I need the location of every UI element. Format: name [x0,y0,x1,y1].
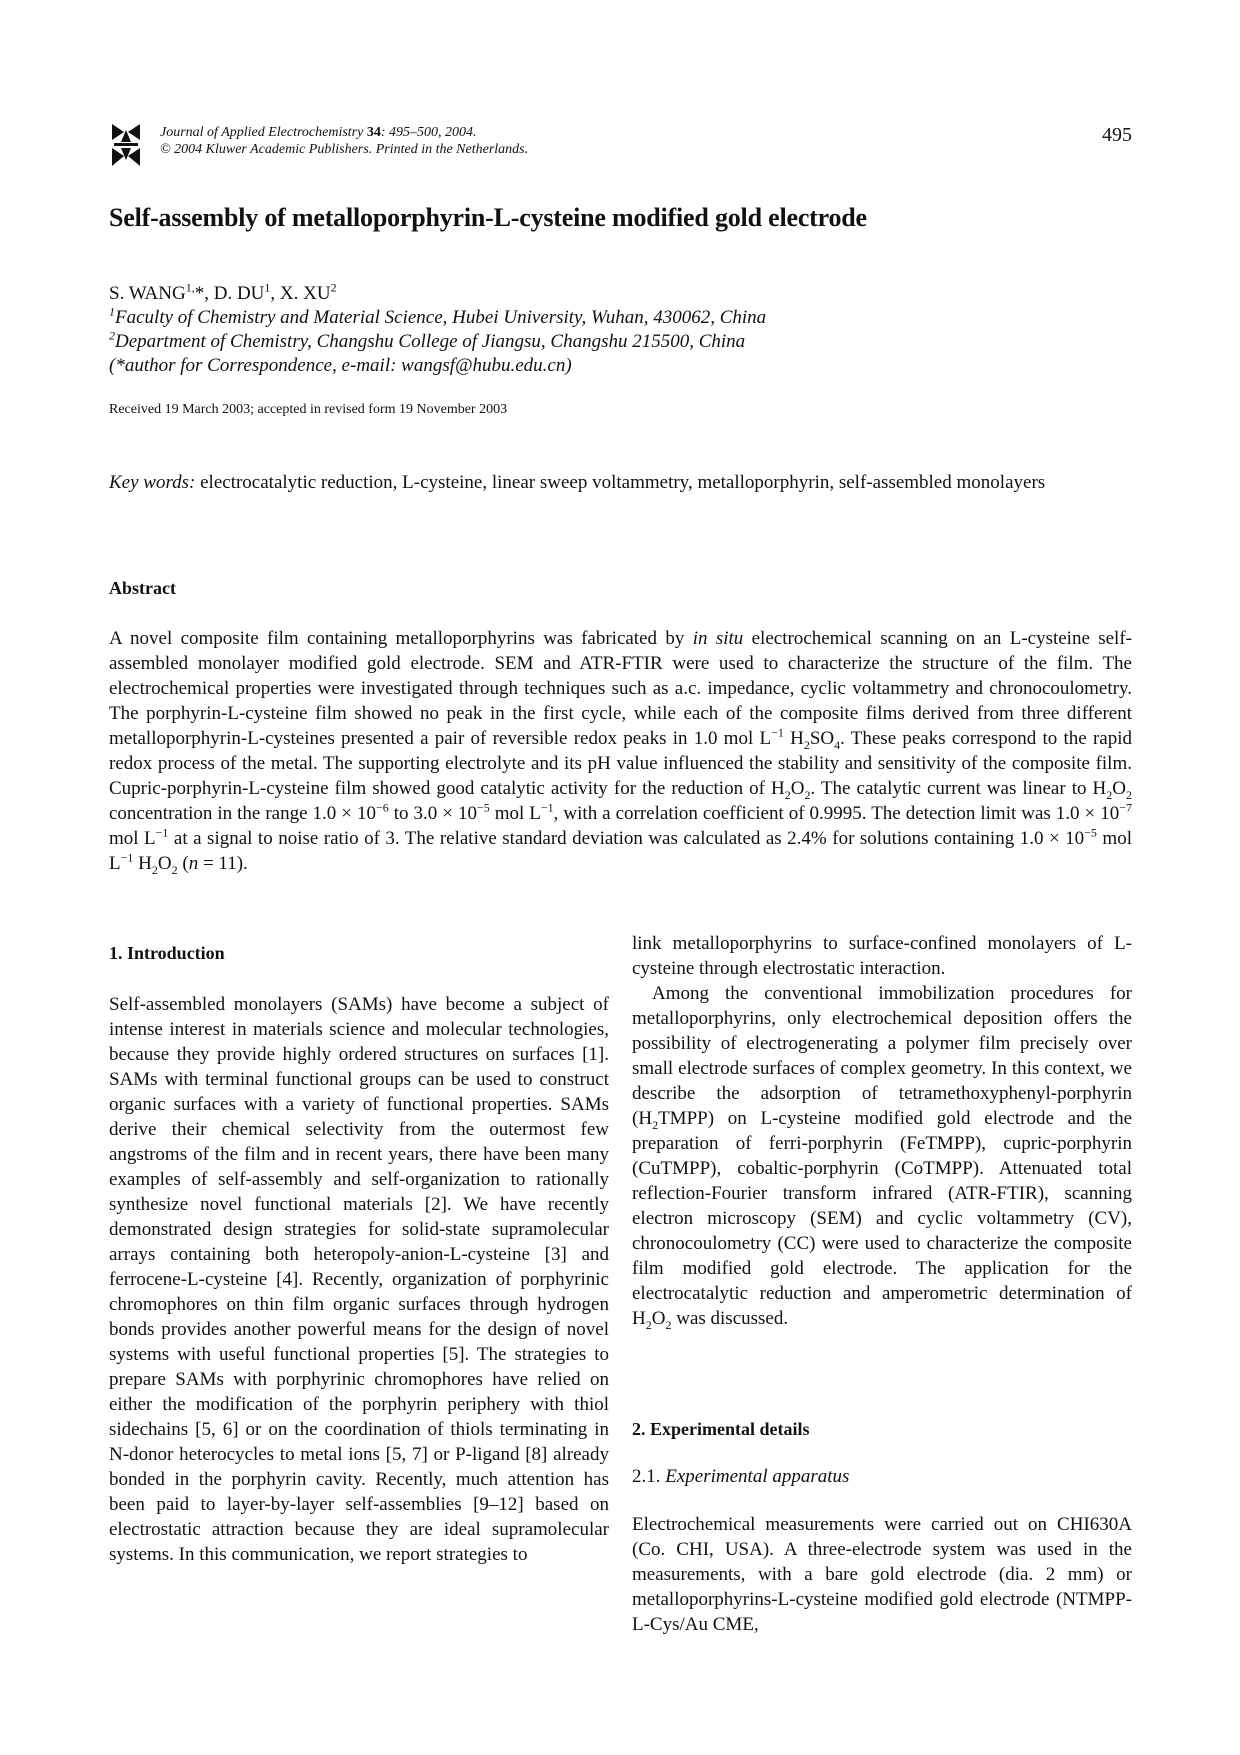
journal-volume: 34 [366,125,381,140]
experimental-text [632,1512,1132,1637]
affiliation-2: $^2$Department of Chemistry, Changshu College of Jiangsu, Changshu 215500, China [109,328,746,352]
experimental-paragraph-1: Electrochemical measurements were carried out on CHI630A (Co. CHI, USA). A three-electrode system was used in the measurements, with a bare gold electrode (dia. 2 mm) or metalloporphyrins-L-cysteine modified gold electrode (NTMPP-L-Cys/Au CME, [632,1514,1132,1635]
author-list: S. $WANG^{1,}*$, D. $DU^1$, X. $XU^2$ [109,280,337,304]
intro-paragraph-2: Among the conventional immobilization procedures for metalloporphyrins, only electrochemical deposition offers the possibility of electrogenerating a polymer film precisely over small electrode surfaces of complex geometry. In this context, we describe the adsorption of tetramethoxyphenyl-porphyrin $(H_2TMPP)$ on L-cysteine modified gold electrode and the preparation of ferri-porphyrin (FeTMPP), cupric-porphyrin (CuTMPP), cobaltic-porphyrin (CoTMPP). Attenuated total reflection-Fourier transform infrared (ATR-FTIR), scanning electron microscopy (SEM) and cyclic voltammetry (CV), chronocoulometry (CC) were used to characterize the composite film modified gold electrode. The application for the electrocatalytic reduction and amperometric determination of $H_2O_2$ was discussed. [632,983,1132,1332]
introduction-heading: 1. Introduction [109,943,225,963]
article-title: Self-assembly of metalloporphyrin-L-cysteine modified gold electrode [109,203,867,232]
author-block [109,282,766,378]
page-number: 495 [1102,124,1132,146]
affiliation-1: $^1$Faculty of Chemistry and Material Science, Hubei University, Wuhan, 430062, China [109,304,767,328]
journal-header [160,124,528,158]
introduction-text-left [109,992,609,1567]
journal-name: Journal of Applied Electrochemistry [160,125,364,140]
abstract-text: A novel composite film containing metalloporphyrins was fabricated by in situ electrochemical scanning on an L-cysteine self-assembled monolayer modified gold electrode. SEM and ATR-FTIR were used to characterize the structure of the film. The electrochemical properties were investigated through techniques such as a.c. impedance, cyclic voltammetry and chronocoulometry. The porphyrin-L-cysteine film showed no peak in the first cycle, while each of the composite films derived from three different metalloporphyrin-L-cysteines presented a pair of reversible redox peaks in 1.0 mol $L^{-1}$ $H_2SO_4$. These peaks correspond to the rapid redox process of the metal. The supporting electrolyte and its pH value influenced the stability and sensitivity of the composite film. Cupric-porphyrin-L-cysteine film showed good catalytic activity for the reduction of $H_2O_2$. The catalytic current was linear to $H_2O_2$ concentration in the range $1.0 \times 10^{-6}$ to $3.0 \times 10^{-5}$ mol $L^{-1}$, with a correlation coefficient of 0.9995. The detection limit was $1.0 \times 10^{-7}$ mol $L^{-1}$ at a signal to noise ratio of 3. The relative standard deviation was calculated as 2.4% for solutions containing $1.0 \times 10^{-5}$ mol $L^{-1}$ $H_2O_2$ (n = 11). [109,628,1132,877]
correspondence-line: (*author for Correspondence, e-mail: wangsf@hubu.edu.cn) [109,355,572,376]
copyright-line: © 2004 Kluwer Academic Publishers. Printed in the Netherlands. [160,142,529,157]
keywords: Key words: electrocatalytic reduction, L-cysteine, linear sweep voltammetry, metalloporphyrin, self-assembled monolayers [109,472,1046,493]
subsection-heading: 2.1. Experimental apparatus [632,1466,850,1487]
publisher-logo-icon [110,122,142,168]
journal-pages-year: : 495–500, 2004. [380,125,477,140]
abstract-heading: Abstract [109,578,176,598]
intro-paragraph-1: Self-assembled monolayers (SAMs) have become a subject of intense interest in materials science and molecular technologies, because they provide highly ordered structures on surfaces [1]. SAMs with terminal functional groups can be used to construct organic surfaces with a variety of functional properties. SAMs derive their chemical selectivity from the outermost few angstroms of the film and in recent years, there have been many examples of self-assembly and self-organization to rationally synthesize novel functional materials [2]. We have recently demonstrated design strategies for solid-state supramolecular arrays containing both heteropoly-anion-L-cysteine [3] and ferrocene-L-cysteine [4]. Recently, organization of porphyrinic chromophores on thin film organic surfaces through hydrogen bonds provides another powerful means for the design of novel systems with useful functional properties [5]. The strategies to prepare SAMs with porphyrinic chromophores have relied on either the modification of the porphyrin periphery with thiol sidechains [5, 6] or on the coordination of thiols terminating in N-donor heterocycles to metal ions [5, 7] or P-ligand [8] already bonded in the porphyrin cavity. Recently, much attention has been paid to layer-by-layer self-assemblies [9–12] based on electrostatic attraction because they are ideal supramolecular systems. In this communication, we report strategies to [109,994,610,1565]
intro-paragraph-1-cont: link metalloporphyrins to surface-confined monolayers of L-cysteine through electrostatic interaction. [632,933,1132,979]
experimental-heading: 2. Experimental details [632,1419,810,1439]
introduction-text-right [632,931,1132,1331]
received-dates: Received 19 March 2003; accepted in revised form 19 November 2003 [109,402,508,417]
